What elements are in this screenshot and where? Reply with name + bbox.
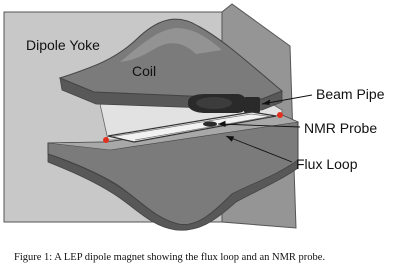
beam-pipe-opening	[196, 97, 232, 109]
label-nmr-probe: NMR Probe	[304, 120, 378, 136]
loop-corner-marker-right	[277, 112, 283, 118]
figure-caption: Figure 1: A LEP dipole magnet showing the flux loop and an NMR probe.	[14, 252, 326, 263]
label-coil: Coil	[132, 63, 157, 79]
loop-corner-marker-left	[103, 137, 109, 143]
label-dipole-yoke: Dipole Yoke	[26, 37, 100, 53]
label-beam-pipe: Beam Pipe	[316, 86, 385, 102]
nmr-probe	[203, 121, 217, 126]
label-flux-loop: Flux Loop	[296, 156, 358, 172]
beam-pipe-end	[244, 97, 260, 113]
